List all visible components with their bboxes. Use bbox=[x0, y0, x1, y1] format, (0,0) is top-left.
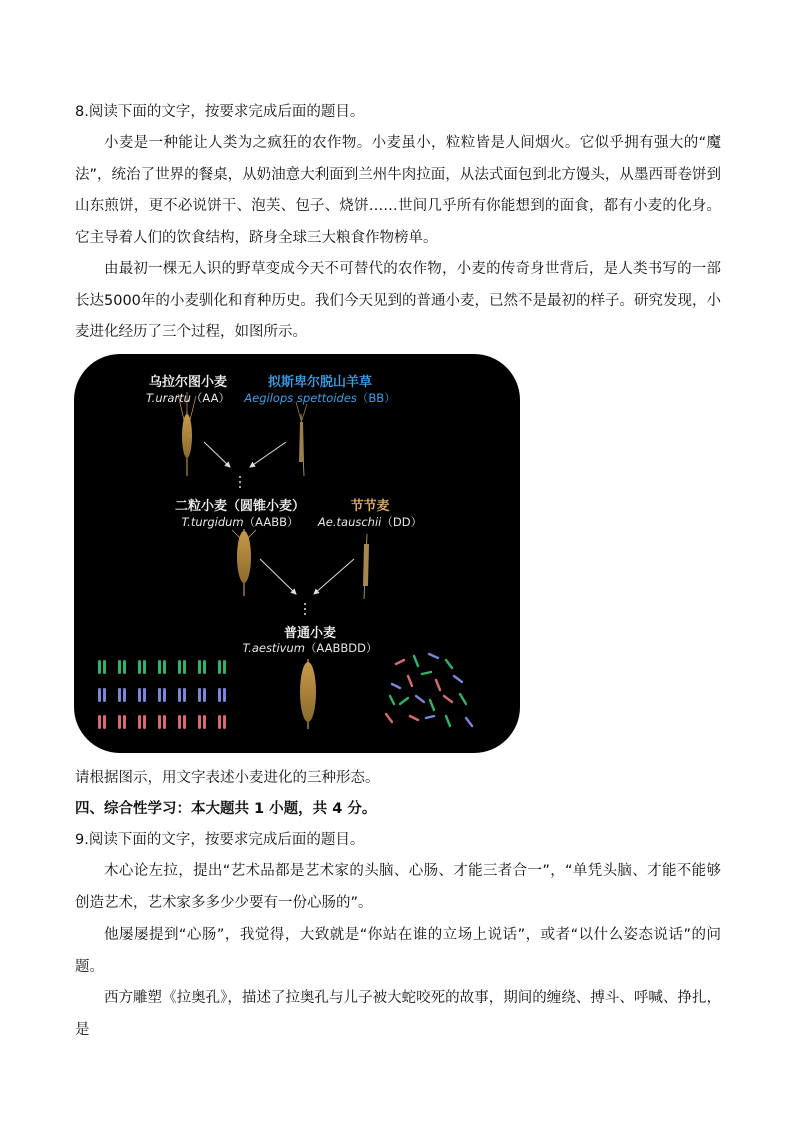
turgidum-name: 二粒小麦（圆锥小麦） bbox=[174, 499, 305, 514]
aestivum-name: 普通小麦 bbox=[283, 626, 336, 641]
q9-paragraph-2: 他屡屡提到“心肠”，我觉得，大致就是“你站在谁的立场上说话”，或者“以什么姿态说话”的问题。 bbox=[75, 927, 721, 975]
q9-heading: 9.阅读下面的文字，按要求完成后面的题目。 bbox=[75, 832, 365, 848]
speltoides-name: 拟斯卑尔脱山羊草 bbox=[267, 375, 372, 390]
turgidum-wheat-icon bbox=[232, 529, 256, 596]
urartu-scientific: T.urartu（AA） bbox=[146, 391, 230, 405]
wheat-evolution-diagram bbox=[74, 354, 520, 753]
q9-paragraph-3: 西方雕塑《拉奥孔》，描述了拉奥孔与儿子被大蛇咬死的故事，期间的缠绕、搏斗、呼喊、挣扎，是 bbox=[75, 990, 721, 1038]
aestivum-scientific: T.aestivum（AABBDD） bbox=[242, 641, 378, 655]
q8-paragraph-1: 小麦是一种能让人类为之疯狂的农作物。小麦虽小，粒粒皆是人间烟火。它似乎拥有强大的“魔法”，统治了世界的餐桌，从奶油意大利面到兰州牛肉拉面，从法式面包到北方馒头，从墨西哥卷饼到山东煎饼，更不必说饼干、泡芙、包子、烧饼……世间几乎所有你能想到的面食，都有小麦的化身。它主导着人们的饮食结构，跻身全球三大粮食作物榜单。 bbox=[75, 135, 721, 246]
q9-paragraph-1: 木心论左拉，提出“艺术品都是艺术家的头脑、心肠、才能三者合一”，“单凭头脑、才能不能够创造艺术，艺术家多多少少要有一份心肠的”。 bbox=[75, 863, 721, 911]
speltoides-grass-icon bbox=[296, 402, 307, 476]
turgidum-scientific: T.turgidum（AABB） bbox=[181, 515, 299, 529]
karyotype-chromosomes bbox=[98, 660, 226, 729]
tauschii-name: 节节麦 bbox=[350, 499, 390, 514]
scattered-chromosomes bbox=[386, 654, 472, 726]
urartu-name: 乌拉尔图小麦 bbox=[148, 375, 227, 390]
tauschii-scientific: Ae.tauschii（DD） bbox=[317, 515, 423, 529]
wheat-evolution-figure bbox=[74, 354, 520, 753]
q8-paragraph-2: 由最初一棵无人识的野草变成今天不可替代的农作物，小麦的传奇身世背后，是人类书写的一部长达5000年的小麦驯化和育种历史。我们今天见到的普通小麦，已然不是最初的样子。研究发现，小麦进化经历了三个过程，如图所示。 bbox=[75, 261, 721, 340]
aestivum-wheat-icon bbox=[300, 659, 316, 729]
section-4-heading: 四、综合性学习：本大题共 1 小题，共 4 分。 bbox=[75, 801, 377, 817]
q8-heading: 8.阅读下面的文字，按要求完成后面的题目。 bbox=[75, 104, 365, 120]
tauschii-grass-icon bbox=[363, 534, 369, 599]
speltoides-scientific: Aegilops spettoides（BB） bbox=[244, 391, 396, 405]
q8-question: 请根据图示，用文字表述小麦进化的三种形态。 bbox=[75, 770, 380, 786]
